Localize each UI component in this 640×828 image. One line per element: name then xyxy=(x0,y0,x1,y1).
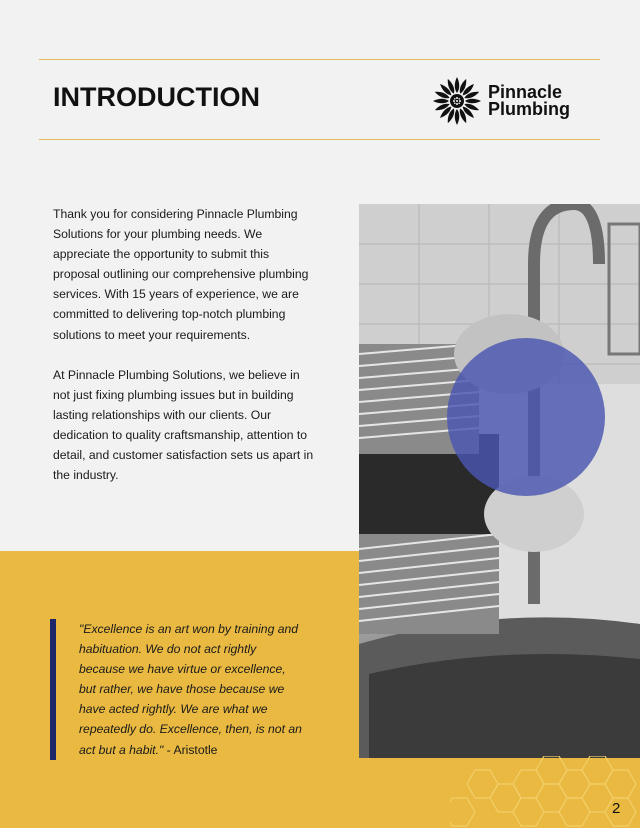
quote-text: "Excellence is an art won by training and habituation. We do not act rightly because we have virtue or excellence, but rather, we have those because we have acted rightly. We are what we repeatedly do. Excellence, then, is not an act but a habit." xyxy=(79,622,302,757)
intro-paragraph-1: Thank you for considering Pinnacle Plumbing Solutions for your plumbing needs. We appreciate the opportunity to submit this proposal outlining our comprehensive plumbing services. With 15 years of experience, we are committed to delivering top-notch plumbing solutions to meet your requirements. xyxy=(53,207,309,342)
honeycomb-pattern xyxy=(450,756,640,828)
plumber-faucet-photo xyxy=(359,204,640,758)
header-divider xyxy=(39,139,600,140)
photo-illustration xyxy=(359,204,640,758)
logo-line-2: Plumbing xyxy=(488,99,570,119)
quote-accent-bar xyxy=(50,619,56,760)
company-logo xyxy=(432,76,570,126)
quote-author: - Aristotle xyxy=(163,742,218,757)
top-divider xyxy=(39,59,600,60)
quote-block xyxy=(79,619,304,760)
logo-line-1: Pinnacle xyxy=(488,82,563,102)
intro-text xyxy=(53,204,315,505)
page-title: INTRODUCTION xyxy=(53,82,260,112)
sunflower-icon xyxy=(432,76,482,126)
page-number: 2 xyxy=(612,800,621,817)
intro-paragraph-2: At Pinnacle Plumbing Solutions, we believe in not just fixing plumbing issues but in building lasting relationships with our clients. Our dedication to quality craftsmanship, attention to detail, and customer satisfaction sets us apart in the industry. xyxy=(53,367,314,483)
